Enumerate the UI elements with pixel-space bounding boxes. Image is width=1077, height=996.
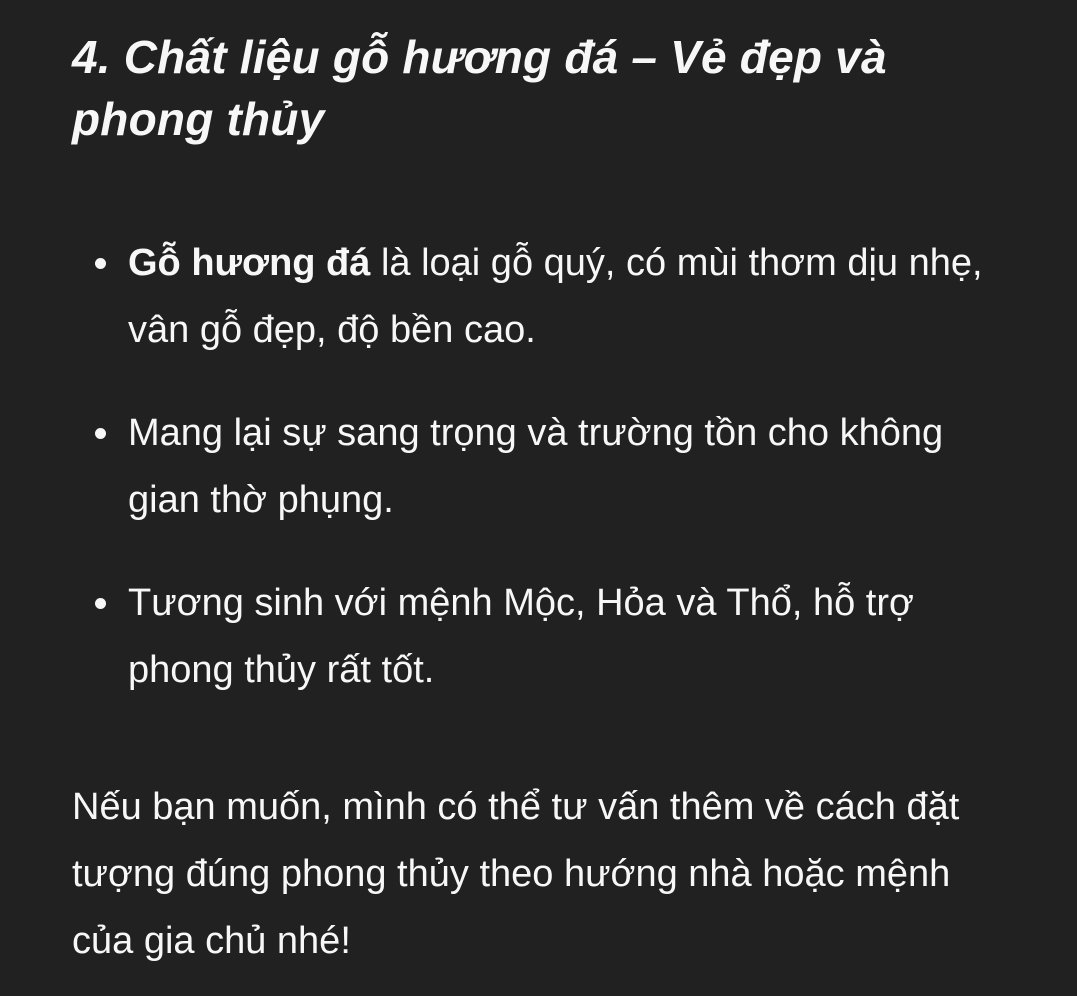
bullet-dot-icon: [95, 258, 106, 269]
list-item-text: Mang lại sự sang trọng và trường tồn cho không gian thờ phụng.: [128, 412, 944, 521]
list-item-text: [128, 230, 1002, 364]
list-item-rest: là loại gỗ quý, có mùi thơm dịu nhẹ, vân gỗ đẹp, độ bền cao.: [128, 242, 983, 351]
list-item: [72, 400, 1002, 534]
list-item: [72, 570, 1002, 704]
list-item-bold-lead: Gỗ hương đá: [128, 242, 371, 284]
bullet-dot-icon: [95, 598, 106, 609]
bullet-dot-icon: [95, 428, 106, 439]
bullet-list: [72, 230, 1002, 704]
list-item: [72, 230, 1002, 364]
list-item-text: Tương sinh với mệnh Mộc, Hỏa và Thổ, hỗ trợ phong thủy rất tốt.: [128, 582, 914, 691]
closing-paragraph: Nếu bạn muốn, mình có thể tư vấn thêm về cách đặt tượng đúng phong thủy theo hướng nhà hoặc mệnh của gia chủ nhé!: [72, 786, 960, 962]
section-heading: 4. Chất liệu gỗ hương đá – Vẻ đẹp và phong thủy: [72, 31, 887, 145]
